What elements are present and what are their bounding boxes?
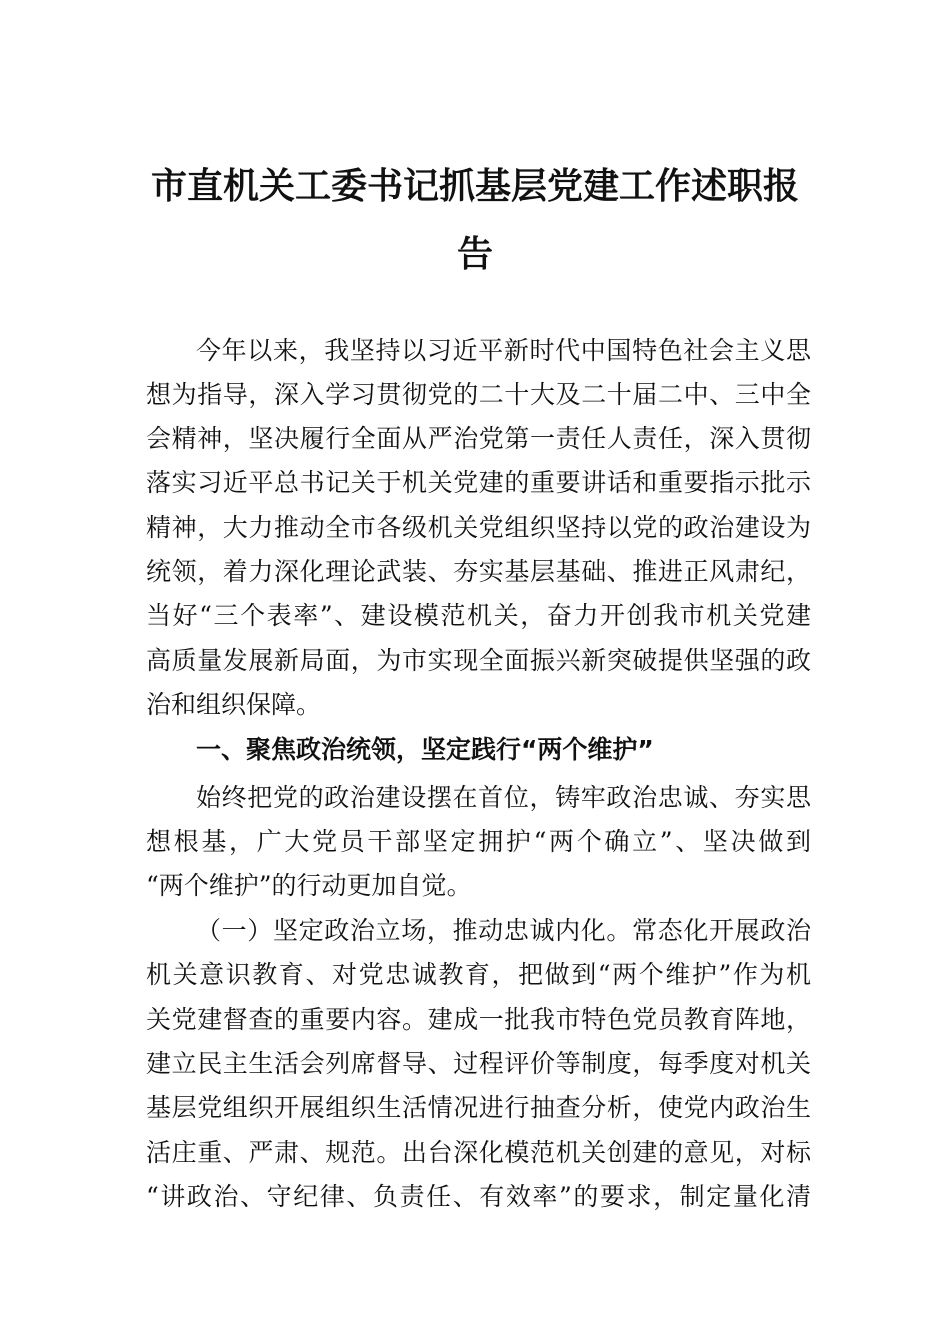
paragraph-1-line: 统领，着力深化理论武装、夯实基层基础、推进正风肃纪， — [146, 557, 811, 586]
document-title-line-1: 市直机关工委书记抓基层党建工作述职报 — [150, 165, 799, 207]
paragraph-2-line: 始终把党的政治建设摆在首位，铸牢政治忠诚、夯实思 — [196, 783, 811, 812]
paragraph-1-line: 落实习近平总书记关于机关党建的重要讲话和重要指示批示 — [146, 468, 811, 497]
document-title-line-2: 告 — [456, 233, 493, 275]
paragraph-2-line: “两个维护”的行动更加自觉。 — [146, 871, 472, 900]
paragraph-3-line: 基层党组织开展组织生活情况进行抽查分析，使党内政治生 — [146, 1093, 811, 1122]
paragraph-3-line: 活庄重、严肃、规范。出台深化模范机关创建的意见，对标 — [146, 1138, 811, 1167]
paragraph-1-line: 高质量发展新局面，为市实现全面振兴新突破提供坚强的政 — [146, 646, 811, 675]
section-heading-1: 一、聚焦政治统领，坚定践行“两个维护” — [196, 735, 654, 764]
paragraph-3-line: 关党建督查的重要内容。建成一批我市特色党员教育阵地， — [146, 1005, 811, 1034]
paragraph-1-line: 今年以来，我坚持以习近平新时代中国特色社会主义思 — [196, 336, 811, 365]
paragraph-1-line: 治和组织保障。 — [146, 690, 322, 719]
paragraph-1-line: 精神，大力推动全市各级机关党组织坚持以党的政治建设为 — [146, 513, 811, 542]
paragraph-3-line: 机关意识教育、对党忠诚教育，把做到“两个维护”作为机 — [146, 960, 811, 989]
paragraph-3-line: （一）坚定政治立场，推动忠诚内化。常态化开展政治 — [196, 916, 811, 945]
paragraph-1-line: 当好“三个表率”、建设模范机关，奋力开创我市机关党建 — [146, 601, 811, 630]
paragraph-2-line: 想根基，广大党员干部坚定拥护“两个确立”、坚决做到 — [146, 827, 811, 856]
paragraph-3-line: “讲政治、守纪律、负责任、有效率”的要求，制定量化清 — [146, 1182, 811, 1211]
paragraph-1-line: 想为指导，深入学习贯彻党的二十大及二十届二中、三中全 — [146, 380, 811, 409]
paragraph-3-line: 建立民主生活会列席督导、过程评价等制度，每季度对机关 — [146, 1049, 811, 1078]
paragraph-1-line: 会精神，坚决履行全面从严治党第一责任人责任，深入贯彻 — [146, 424, 811, 453]
